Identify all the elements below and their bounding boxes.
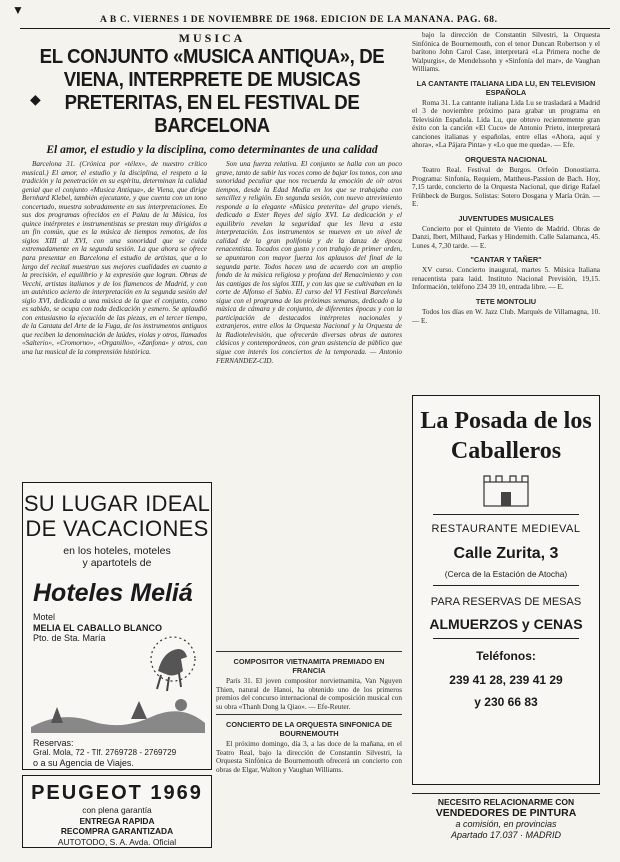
posada-line-4: Calle Zurita, 3 [453, 545, 559, 562]
ad-reservas: Reservas: [33, 738, 74, 748]
ad-peugeot [22, 775, 212, 848]
ad-posada [412, 395, 600, 785]
notice-line2: VENDEDORES DE PINTURA [435, 807, 577, 819]
juventudes-title: JUVENTUDES MUSICALES [458, 213, 554, 223]
peugeot-title: PEUGEOT 1969 [31, 782, 203, 804]
orquesta-text: Teatro Real. Festival de Burgos. Orfeón Donostiarra. Programa: Sinfonía, Requiem, Mattheus-Passion de Bach. Hoy, 7,15 tarde, concierto de la Orquesta Nacional, que dirige Rafael Frühbeck de Burgos. Solistas: Sotero Dosgana y María Orán. — E. [412, 166, 600, 209]
divider [216, 714, 402, 715]
tete-title: TETE MONTOLIU [475, 297, 537, 307]
tete-text: Todos los días en W. Jazz Club. Marqués de Villamagna, 10. — E. [412, 308, 600, 325]
peugeot-line1: con plena garantía [82, 805, 152, 815]
ad-vacaciones-sub1: en los hoteles, moteles [63, 545, 171, 557]
masthead: A B C. VIERNES 1 DE NOVIEMBRE DE 1968. EDICION DE LA MAÑANA. PAG. 68. [100, 15, 498, 25]
posada-line-10: y 230 66 83 [474, 695, 538, 709]
composer-text: París 31. El joven compositor norvietnamita, Van Nguyen Thien, natural de Hanoi, ha obtenido uno de los primeros premios del concurso internacional de composición musical con su obra «Thanh Dong la Qiao». — Efe-Reuter. [216, 677, 402, 711]
horse-icon [123, 631, 205, 701]
ad-notice [412, 793, 600, 852]
subhead: El amor, el estudio y la disciplina, como determinantes de una calidad [46, 144, 378, 156]
ad-vacaciones-title: SU LUGAR IDEAL DE VACACIONES [23, 491, 211, 541]
bullet-mark: ◆ [30, 93, 41, 108]
castle-emblem-icon [481, 474, 531, 508]
posada-rule [433, 585, 579, 586]
ad-hoteles-melia [22, 482, 212, 770]
posada-line-8: Teléfonos: [476, 649, 536, 663]
posada-title-1: La Posada de los [420, 408, 592, 434]
cantar-text: XV curso. Concierto inaugural, martes 5. Música Italiana renacentista para laúd. Instituto Nacional Previsión, 19,15. Información, teléfono 234 39 10, entrada libre. — E. [412, 266, 600, 292]
ad-reservas-agency: o a su Agencia de Viajes. [33, 758, 134, 768]
article-body-1: Barcelona 31. (Crónica por «télex», de nuestro crítico musical.) El amor, el estudio y la disciplina, el respeto a la tradición y la penetración en su espíritu, determinan la calidad genial que el conjunto «Musica Antiqua», de Viena, que dirige Bernhard Klebel, también ejecutante, y que cuenta con un tono concertado, muestra sobradamente en sus interpretaciones. En sus dos programas ofrecidos en el Palau de la Música, los quince intérpretes e instrumentistas se prestan muy dirigidos a un fin común, que es la música de tiempos remotos, de los siglos XIII al XVI, con una sonoridad que se cuida extremadamente en la segunda sesión. La que ahora se ofrece para presentar en Barcelona el estudio de artistas, que a lo largo del recital muestran sus mejores cualidades en cuanto a la precisión, el equilibrio y la expresión que logran. Obras de Vecchi, artistas italianos y de los flamencos de Madrid, y con un auténtico acierto de interpretación en la segunda sesión del siglo XVI, dedicada a una música de la que el conjunto, como es sabido, se ocupa con toda dedicación y esmero. Se aplaudió con entusiasmo la ejecución de las piezas, en el tercer tiempo, de la Cantata del Arte de la Fuga, de los instrumentos antiguos que reciben la denominación de laúdes, violas y otros, llamados «Salterio», «Cromorno», «Organillo», «Zanfona» y otros, con una luz musical de la comprensión histórica. [22, 160, 207, 357]
ad-vacaciones-sub2: y apartotels de [82, 557, 152, 569]
right-column [412, 31, 600, 391]
peugeot-line3: RECOMPRA GARANTIZADA [60, 826, 174, 836]
cantante-title: LA CANTANTE ITALIANA LIDA LU, EN TELEVISION ESPAÑOLA [416, 78, 596, 97]
header-rule [20, 28, 610, 29]
composer-title: COMPOSITOR VIETNAMITA PREMIADO EN FRANCIA [233, 657, 385, 675]
posada-line-3: RESTAURANTE MEDIEVAL [431, 523, 581, 535]
posada-line-5: (Cerca de la Estación de Atocha) [444, 569, 568, 579]
posada-line-7: ALMUERZOS y CENAS [429, 616, 583, 632]
headline: EL CONJUNTO «MUSICA ANTIQUA», DE VIENA, INTERPRETE DE MUSICAS PRETERITAS, EN EL FESTIVAL DE BARCELONA [39, 46, 385, 137]
posada-title-2: Caballeros [450, 438, 562, 464]
ad-line1: Motel [33, 612, 56, 622]
notice-line3: a comisión, en provincias [455, 819, 557, 829]
ad-line3: Pto. de Sta. María [33, 633, 106, 643]
landscape-illustration [31, 693, 205, 733]
article-body-2: Son una fuerza relativa. El conjunto se halla con un poco grave, tanto de subir las voces como de bajar los tonos, con una sonoridad peculiar que nos recuerda la emoción de oír otros tiempos, desde la Edad Media en los que se trabajaba con sencillez y religión. En segunda sesión, con nuevo atrevimiento responde a la elegante «Música preterita» del grupo vienés, dedicado a Ester Reyes del siglo XVI. La dedicación y el equilibrio revelan la seguridad que les lleva a esta interpretación. Los instrumentos se mueven en un nivel de calidad de la gran polifonía y de la danza de época renacentista. Tocados con gusto y con trabajo de primer orden, se apuntaron con mayor fuerza los aplausos del final de la segunda parte. Todos hacen una de acuerdo con un amplio fondo de la música religiosa y profana del Renacimiento y con las cantigas de los siglos XIII, y con las que se cultivaban en la corte de Alfonso el Sabio. El curso del VI Festival Barcelonés sigue con el programa de las próximas semanas, dedicado a la música de cámara y de conjunto, de diferentes épocas y con la participación de destacados intérpretes nacionales y extranjeros, entre ellos la Orquesta Nacional y la Orquesta de la Radiotelevisión, que ofrecerán diversas obras de autores clásicos y contemporáneos, con gran asistencia de público que sigue con interés los conciertos de la temporada. — Antonio FERNANDEZ-CID. [216, 160, 402, 365]
news-column [216, 648, 402, 848]
posada-line-6: PARA RESERVAS DE MESAS [430, 596, 582, 608]
ad-line2: MELIA EL CABALLO BLANCO [33, 622, 162, 633]
orquesta-title: ORQUESTA NACIONAL [464, 155, 548, 165]
posada-rule [433, 514, 579, 515]
posada-rule [433, 638, 579, 639]
juventudes-text: Concierto por el Quinteto de Viento de Madrid. Obras de Danzi, Ibert, Milhaud, Farkas y Hindemith. Calle Salamanca, 45. Lunes 4, 7,30 tarde. — E. [412, 224, 600, 250]
notice-line1: NECESITO RELACIONARME CON [437, 797, 575, 807]
divider [216, 651, 402, 652]
ad-reservas-address: Gral. Mola, 72 - Tlf. 2769728 - 2769729 [33, 748, 177, 757]
section-kicker: MUSICA [178, 31, 246, 45]
concert-title: CONCIERTO DE LA ORQUESTA SINFONICA DE BOURNEMOUTH [225, 720, 393, 739]
article-column-2 [216, 160, 402, 645]
peugeot-line2: ENTREGA RAPIDA [79, 815, 155, 826]
cantar-title: "CANTAR Y TAÑER" [470, 255, 542, 265]
notice-line4: Apartado 17.037 · MADRID [450, 830, 562, 840]
right-intro: bajo la dirección de Constantin Silvestri, la Orquesta Sinfónica de Bournemouth, con el tenor Duncan Robertson y el barítono John Carol Case, interpretará «La Primera noche de Walpurgis», de Mendelssohn y «Sinfonía del mar», de Vaughan Williams. [412, 31, 600, 74]
posada-line-9: 239 41 28, 239 41 29 [449, 673, 563, 687]
peugeot-line4: AUTOTODO, S. A. Avda. Oficial [57, 836, 177, 847]
concert-text: El próximo domingo, día 3, a las doce de la mañana, en el Teatro Real, bajo la dirección de Constantin Silvestri, la Orquesta Sinfónica de Bournemouth ofrecerá un concierto con obras de Elgar, Walton y Vaughan Williams. [216, 740, 402, 774]
corner-mark: ▼ [12, 3, 24, 17]
cantante-text: Roma 31. La cantante italiana Lida Lu se trasladará a Madrid el 3 de noviembre próximo para grabar un programa en Televisión Española. Lida Lu, que obtuvo recientemente gran éxito con la canción «El Cuco» de Antonio Prieto, interpretará canciones italianas y españolas, entre ellas «Ahora, aquí y ahora», «La Pájara Pinta» y «Lo que me queda». — Efe. [412, 98, 600, 150]
ad-brand: Hoteles Meliá [33, 579, 193, 607]
